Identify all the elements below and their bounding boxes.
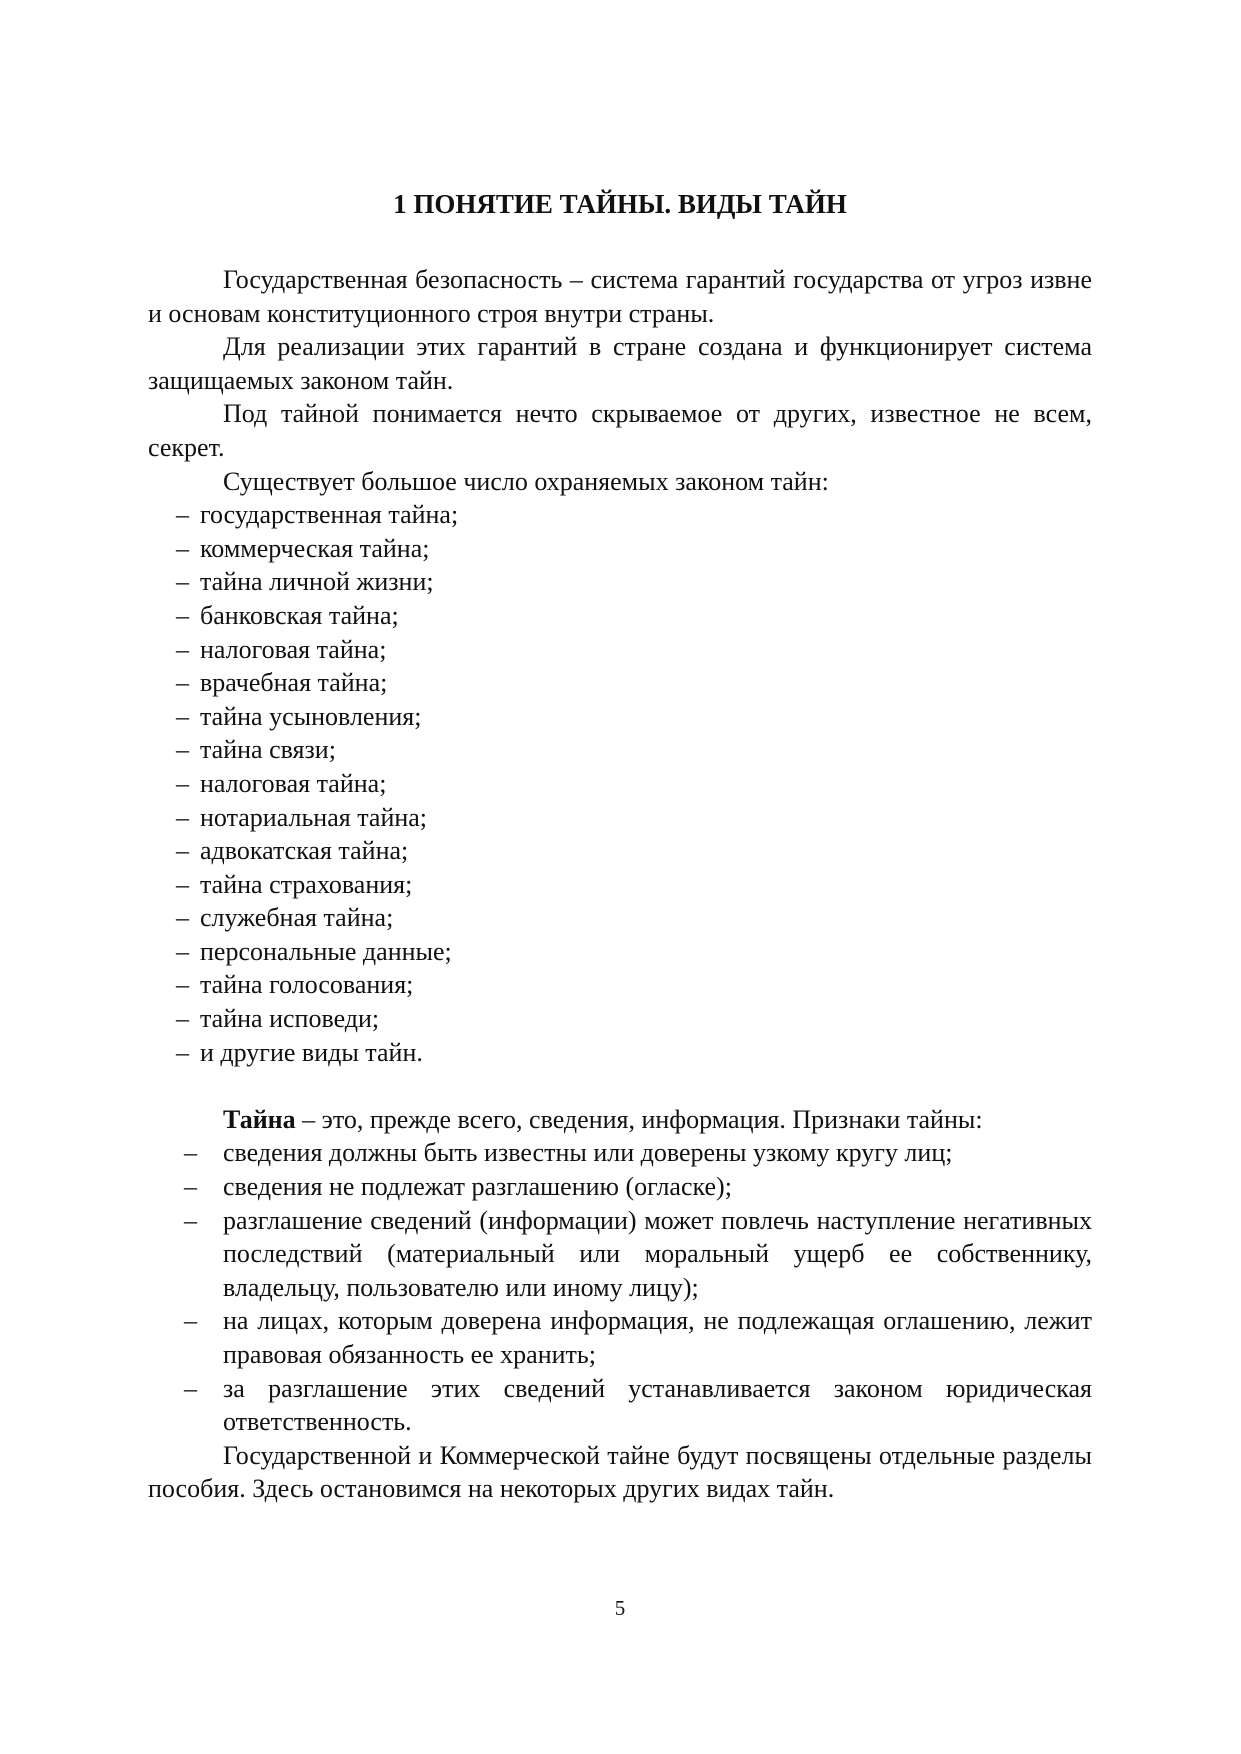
list-item: – государственная тайна; [176,500,459,530]
list-item: – и другие виды тайн. [176,1037,423,1067]
list-item: – тайна личной жизни; [176,567,434,597]
list-item: – налоговая тайна; [176,768,387,798]
list-item: – сведения должны быть известны или доверены узкому кругу лиц; [184,1138,953,1168]
intro-paragraph: Для реализации этих гарантий в стране создана и функционирует система защищаемых законом тайн. [148,332,1092,395]
list-item: – банковская тайна; [176,600,399,630]
list-item: – служебная тайна; [176,903,394,933]
definition-term: Тайна [223,1104,296,1134]
list-item: – тайна страхования; [176,869,413,899]
list-item: – тайна голосования; [176,970,414,1000]
intro-paragraph: Государственная безопасность – система гарантий государства от угроз извне и основам конституционного строя внутри страны. [148,265,1092,328]
list-item: – нотариальная тайна; [176,802,428,832]
list-item: – тайна исповеди; [176,1004,380,1034]
list-item: – адвокатская тайна; [176,836,409,866]
definition-paragraph [148,1103,1092,1137]
list-item: – сведения не подлежат разглашению (огласке); [184,1172,732,1202]
list-item: – тайна усыновления; [176,701,422,731]
list-item: – персональные данные; [176,936,452,966]
list-item: – налоговая тайна; [176,634,387,664]
intro-paragraph: Существует большое число охраняемых законом тайн: [223,466,829,496]
list-item: – за разглашение этих сведений устанавливается законом юридическая ответственность. [184,1373,1092,1437]
closing-paragraph: Государственной и Коммерческой тайне будут посвящены отдельные разделы пособия. Здесь остановимся на некоторых других видах тайн. [148,1440,1092,1504]
body-text [148,263,1092,1506]
page-number: 5 [614,1596,626,1620]
list-item: – на лицах, которым доверена информация, не подлежащая оглашению, лежит правовая обязанность ее хранить; [184,1306,1092,1369]
signs-list [148,1136,1092,1438]
list-item: – тайна связи; [176,735,336,765]
intro-paragraph: Под тайной понимается нечто скрываемое от других, известное не всем, секрет. [148,399,1092,462]
chapter-title: 1 ПОНЯТИЕ ТАЙНЫ. ВИДЫ ТАЙН [393,189,847,219]
definition-text: – это, прежде всего, сведения, информация. Признаки тайны: [295,1104,983,1134]
list-item: – разглашение сведений (информации) может повлечь наступление негативных последствий (материальный или моральный ущерб ее собственнику, владельцу, пользователю или иному лицу); [184,1205,1092,1302]
blank-line [148,1069,1092,1103]
list-item: – врачебная тайна; [176,668,388,698]
list-item: – коммерческая тайна; [176,533,430,563]
secret-types-list [148,498,1092,1069]
